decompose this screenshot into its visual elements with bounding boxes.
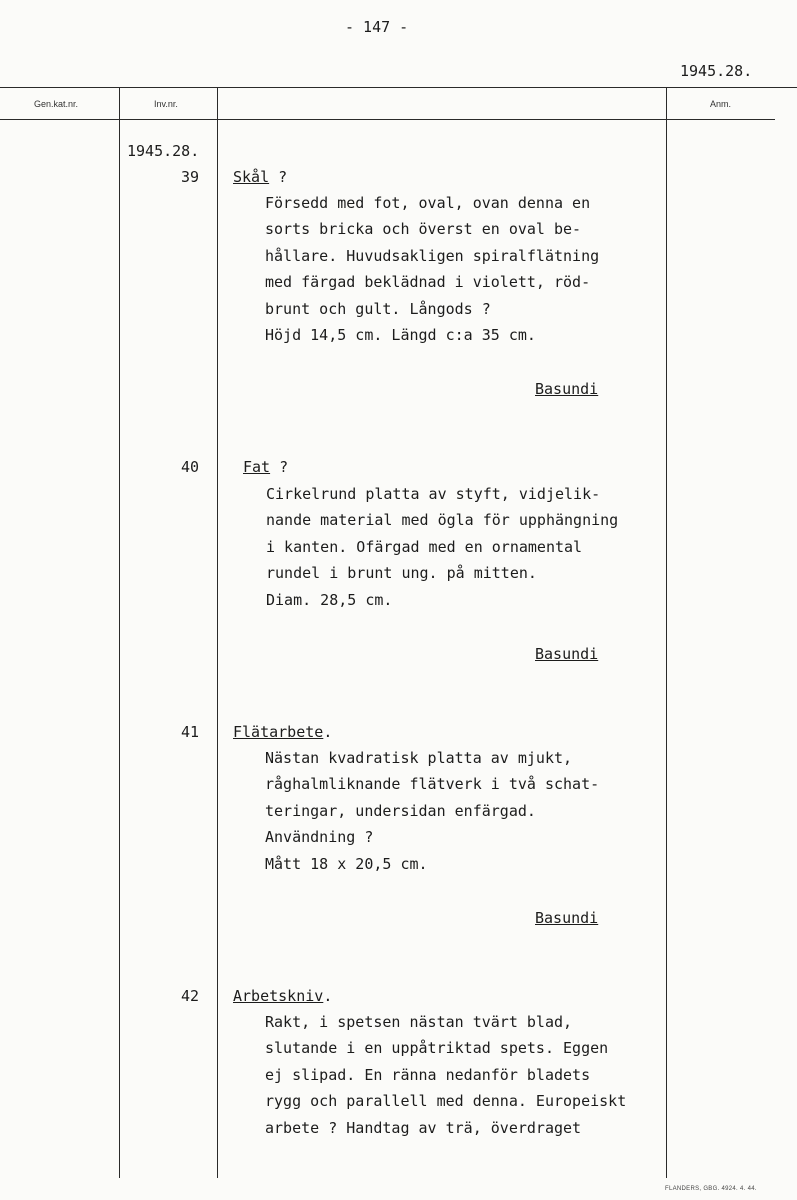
description-line: rundel i brunt ung. på mitten. bbox=[266, 564, 537, 583]
header-rule bbox=[0, 119, 775, 120]
entry-title-text: Flätarbete bbox=[233, 723, 324, 741]
description-line: i kanten. Ofärgad med en ornamental bbox=[266, 537, 583, 556]
description-line: sorts bricka och överst en oval be- bbox=[265, 220, 582, 239]
entry-description bbox=[265, 1009, 626, 1141]
col-header-gen-kat: Gen.kat.nr. bbox=[34, 99, 79, 109]
page-number: - 147 - bbox=[345, 18, 409, 36]
col-divider-inv-left bbox=[119, 88, 120, 1178]
entry-title-text: Skål bbox=[233, 168, 270, 186]
corner-reference: 1945.28. bbox=[680, 62, 753, 80]
entry-title-text: Arbetskniv bbox=[233, 987, 324, 1005]
entry-description bbox=[265, 190, 599, 348]
description-line: Användning ? bbox=[265, 828, 374, 847]
description-line: Höjd 14,5 cm. Längd c:a 35 cm. bbox=[265, 326, 536, 345]
description-line: teringar, undersidan enfärgad. bbox=[265, 801, 536, 820]
description-line: ej slipad. En ränna nedanför bladets bbox=[265, 1065, 591, 1084]
entry-inv-number: 40 bbox=[181, 458, 200, 476]
entry-description bbox=[266, 481, 618, 613]
description-line: Cirkelrund platta av styft, vidjelik- bbox=[266, 485, 601, 503]
description-line: slutande i en uppåtriktad spets. Eggen bbox=[265, 1039, 609, 1058]
entry-title bbox=[243, 454, 288, 480]
entry-title-suffix: ? bbox=[270, 458, 289, 476]
description-line: Mått 18 x 20,5 cm. bbox=[265, 854, 428, 873]
entry-locale: Basundi bbox=[535, 380, 599, 398]
entry-locale: Basundi bbox=[535, 645, 599, 663]
col-divider-anm bbox=[666, 88, 667, 1178]
entry-title bbox=[233, 983, 332, 1009]
description-line: Försedd med fot, oval, ovan denna en bbox=[265, 194, 591, 212]
col-header-inv: Inv.nr. bbox=[154, 99, 178, 109]
entry-title-text: Fat bbox=[243, 458, 271, 476]
description-line: arbete ? Handtag av trä, överdraget bbox=[265, 1118, 582, 1137]
collection-reference: 1945.28. bbox=[127, 142, 200, 160]
entry-locale: Basundi bbox=[535, 909, 599, 927]
col-divider-inv-right bbox=[217, 88, 218, 1178]
printer-footer: FLANDERS, GBG. 4924. 4. 44. bbox=[665, 1186, 757, 1192]
description-line: brunt och gult. Långods ? bbox=[265, 299, 491, 318]
col-header-anm: Anm. bbox=[710, 99, 732, 109]
entry-description bbox=[265, 745, 599, 877]
entry-title-suffix: . bbox=[323, 723, 333, 741]
description-line: nande material med ögla för upphängning bbox=[266, 511, 619, 530]
entry-inv-number: 42 bbox=[181, 987, 200, 1005]
entry-title-suffix: . bbox=[323, 987, 333, 1005]
description-line: med färgad beklädnad i violett, röd- bbox=[265, 273, 591, 292]
entry-title-suffix: ? bbox=[269, 168, 288, 186]
description-line: rygg och parallell med denna. Europeiskt bbox=[265, 1092, 627, 1111]
description-line: Diam. 28,5 cm. bbox=[266, 590, 393, 609]
description-line: råghalmliknande flätverk i två schat- bbox=[265, 775, 600, 794]
description-line: Rakt, i spetsen nästan tvärt blad, bbox=[265, 1013, 573, 1031]
entry-inv-number: 39 bbox=[181, 168, 200, 186]
description-line: hållare. Huvudsakligen spiralflätning bbox=[265, 246, 600, 265]
entry-title bbox=[233, 164, 287, 190]
entry-title bbox=[233, 719, 332, 745]
description-line: Nästan kvadratisk platta av mjukt, bbox=[265, 749, 573, 767]
entry-inv-number: 41 bbox=[181, 723, 200, 741]
